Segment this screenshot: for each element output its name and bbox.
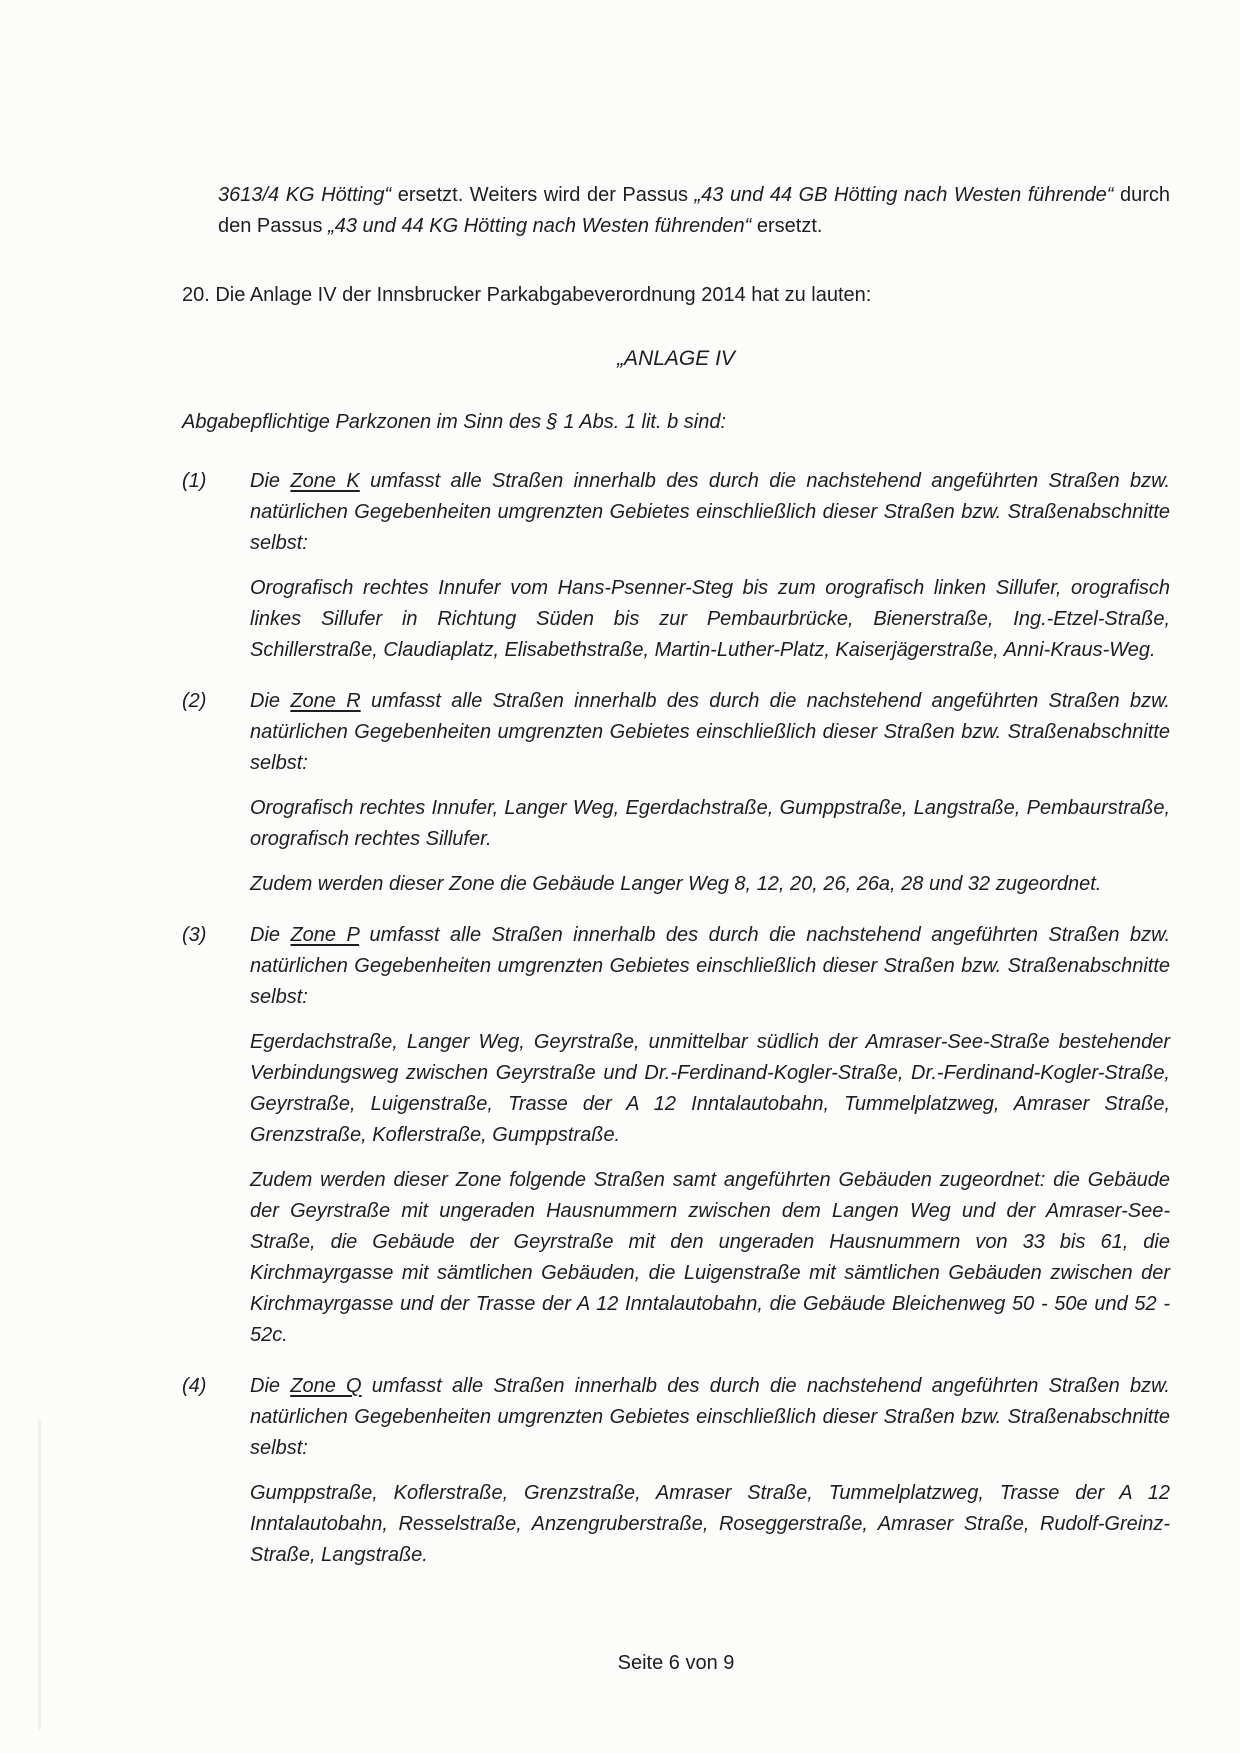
zone-buildings-paragraph: Zudem werden dieser Zone die Gebäude Langer Weg 8, 12, 20, 26, 26a, 28 und 32 zugeordnet. xyxy=(250,873,1102,895)
amendment-paragraph xyxy=(218,180,1170,242)
zone-number: (1) xyxy=(182,470,207,492)
zone-lead-post: umfasst alle Straßen innerhalb des durch die nachstehend angeführten Straßen bzw. natürlichen Gegebenheiten umgrenzten Gebietes einschließlich dieser Straßen bzw. Straßenabschnitte selbst: xyxy=(250,1375,1170,1459)
zone-lead-pre: Die xyxy=(250,470,291,492)
amendment-quoted-passage: 3613/4 KG Hötting“ xyxy=(218,184,392,206)
zone-item-3 xyxy=(182,920,1170,1351)
zone-body xyxy=(250,920,1170,1351)
amendment-text: ersetzt. Weiters wird der Passus xyxy=(391,184,695,206)
zone-number: (3) xyxy=(182,924,207,946)
zone-streets-paragraph: Gumppstraße, Koflerstraße, Grenzstraße, Amraser Straße, Tummelplatzweg, Trasse der A 12 Inntalautobahn, Resselstraße, Anzengruberstraße, Roseggerstraße, Amraser Straße, Rudolf-Greinz-Straße, Langstraße. xyxy=(250,1482,1170,1566)
amendment-text: ersetzt. xyxy=(751,215,823,237)
zone-lead-pre: Die xyxy=(250,1375,291,1397)
zone-lead-paragraph xyxy=(250,1371,1170,1464)
zone-lead-post: umfasst alle Straßen innerhalb des durch die nachstehend angeführten Straßen bzw. natürlichen Gegebenheiten umgrenzten Gebietes einschließlich dieser Straßen bzw. Straßenabschnitte selbst: xyxy=(250,924,1170,1008)
anlage-intro-line: Abgabepflichtige Parkzonen im Sinn des § 1 Abs. 1 lit. b sind: xyxy=(182,411,727,433)
item-20-heading: 20. Die Anlage IV der Innsbrucker Parkabgabeverordnung 2014 hat zu lauten: xyxy=(182,284,872,306)
zone-streets-paragraph: Orografisch rechtes Innufer, Langer Weg, Egerdachstraße, Gumppstraße, Langstraße, Pembaurstraße, orografisch rechtes Sillufer. xyxy=(250,797,1170,850)
page-number-footer: Seite 6 von 9 xyxy=(617,1652,735,1674)
zone-item-1 xyxy=(182,466,1170,666)
zone-lead-post: umfasst alle Straßen innerhalb des durch die nachstehend angeführten Straßen bzw. natürlichen Gegebenheiten umgrenzten Gebietes einschließlich dieser Straßen bzw. Straßenabschnitte selbst: xyxy=(250,690,1170,774)
zone-streets-paragraph: Egerdachstraße, Langer Weg, Geyrstraße, unmittelbar südlich der Amraser-See-Straße bestehender Verbindungsweg zwischen Geyrstraße und Dr.-Ferdinand-Kogler-Straße, Dr.-Ferdinand-Kogler-Straße, Geyrstraße, Luigenstraße, Trasse der A 12 Inntalautobahn, Tummelplatzweg, Amraser Straße, Grenzstraße, Koflerstraße, Gumppstraße. xyxy=(250,1031,1170,1146)
zone-number: (4) xyxy=(182,1375,207,1397)
zone-number: (2) xyxy=(182,690,207,712)
scan-crease-artifact xyxy=(38,1420,41,1730)
zone-body xyxy=(250,466,1170,666)
amendment-quoted-passage: „43 und 44 KG Hötting nach Westen führenden“ xyxy=(328,215,752,237)
zone-body xyxy=(250,686,1170,900)
page-content xyxy=(182,180,1170,1571)
zone-name: Zone Q xyxy=(290,1375,362,1397)
zone-item-2 xyxy=(182,686,1170,900)
zone-name: Zone K xyxy=(290,470,360,492)
zone-lead-paragraph xyxy=(250,686,1170,779)
zone-lead-pre: Die xyxy=(250,924,291,946)
amendment-text: durch den Passus xyxy=(218,184,1171,237)
zone-buildings-paragraph: Zudem werden dieser Zone folgende Straßen samt angeführten Gebäuden zugeordnet: die Gebäude der Geyrstraße mit ungeraden Hausnummern zwischen dem Langen Weg und der Amraser-See-Straße, die Gebäude der Geyrstraße mit den ungeraden Hausnummern von 33 bis 61, die Kirchmayrgasse mit sämtlichen Gebäuden, die Luigenstraße mit sämtlichen Gebäuden zwischen der Kirchmayrgasse und der Trasse der A 12 Inntalautobahn, die Gebäude Bleichenweg 50 - 50e und 52 - 52c. xyxy=(250,1169,1170,1346)
amendment-quoted-passage: „43 und 44 GB Hötting nach Westen führende“ xyxy=(694,184,1114,206)
anlage-iv-title: „ANLAGE IV xyxy=(617,347,735,370)
zone-lead-paragraph xyxy=(250,466,1170,559)
zone-streets-paragraph: Orografisch rechtes Innufer vom Hans-Psenner-Steg bis zum orografisch linken Sillufer, orografisch linkes Sillufer in Richtung Süden bis zur Pembaurbrücke, Bienerstraße, Ing.-Etzel-Straße, Schillerstraße, Claudiaplatz, Elisabethstraße, Martin-Luther-Platz, Kaiserjägerstraße, Anni-Kraus-Weg. xyxy=(250,577,1170,661)
zone-lead-paragraph xyxy=(250,920,1170,1013)
zone-item-4 xyxy=(182,1371,1170,1571)
zone-body xyxy=(250,1371,1170,1571)
zone-lead-pre: Die xyxy=(250,690,291,712)
zone-lead-post: umfasst alle Straßen innerhalb des durch die nachstehend angeführten Straßen bzw. natürlichen Gegebenheiten umgrenzten Gebietes einschließlich dieser Straßen bzw. Straßenabschnitte selbst: xyxy=(250,470,1170,554)
zone-name: Zone P xyxy=(290,924,360,946)
zone-name: Zone R xyxy=(290,690,361,712)
